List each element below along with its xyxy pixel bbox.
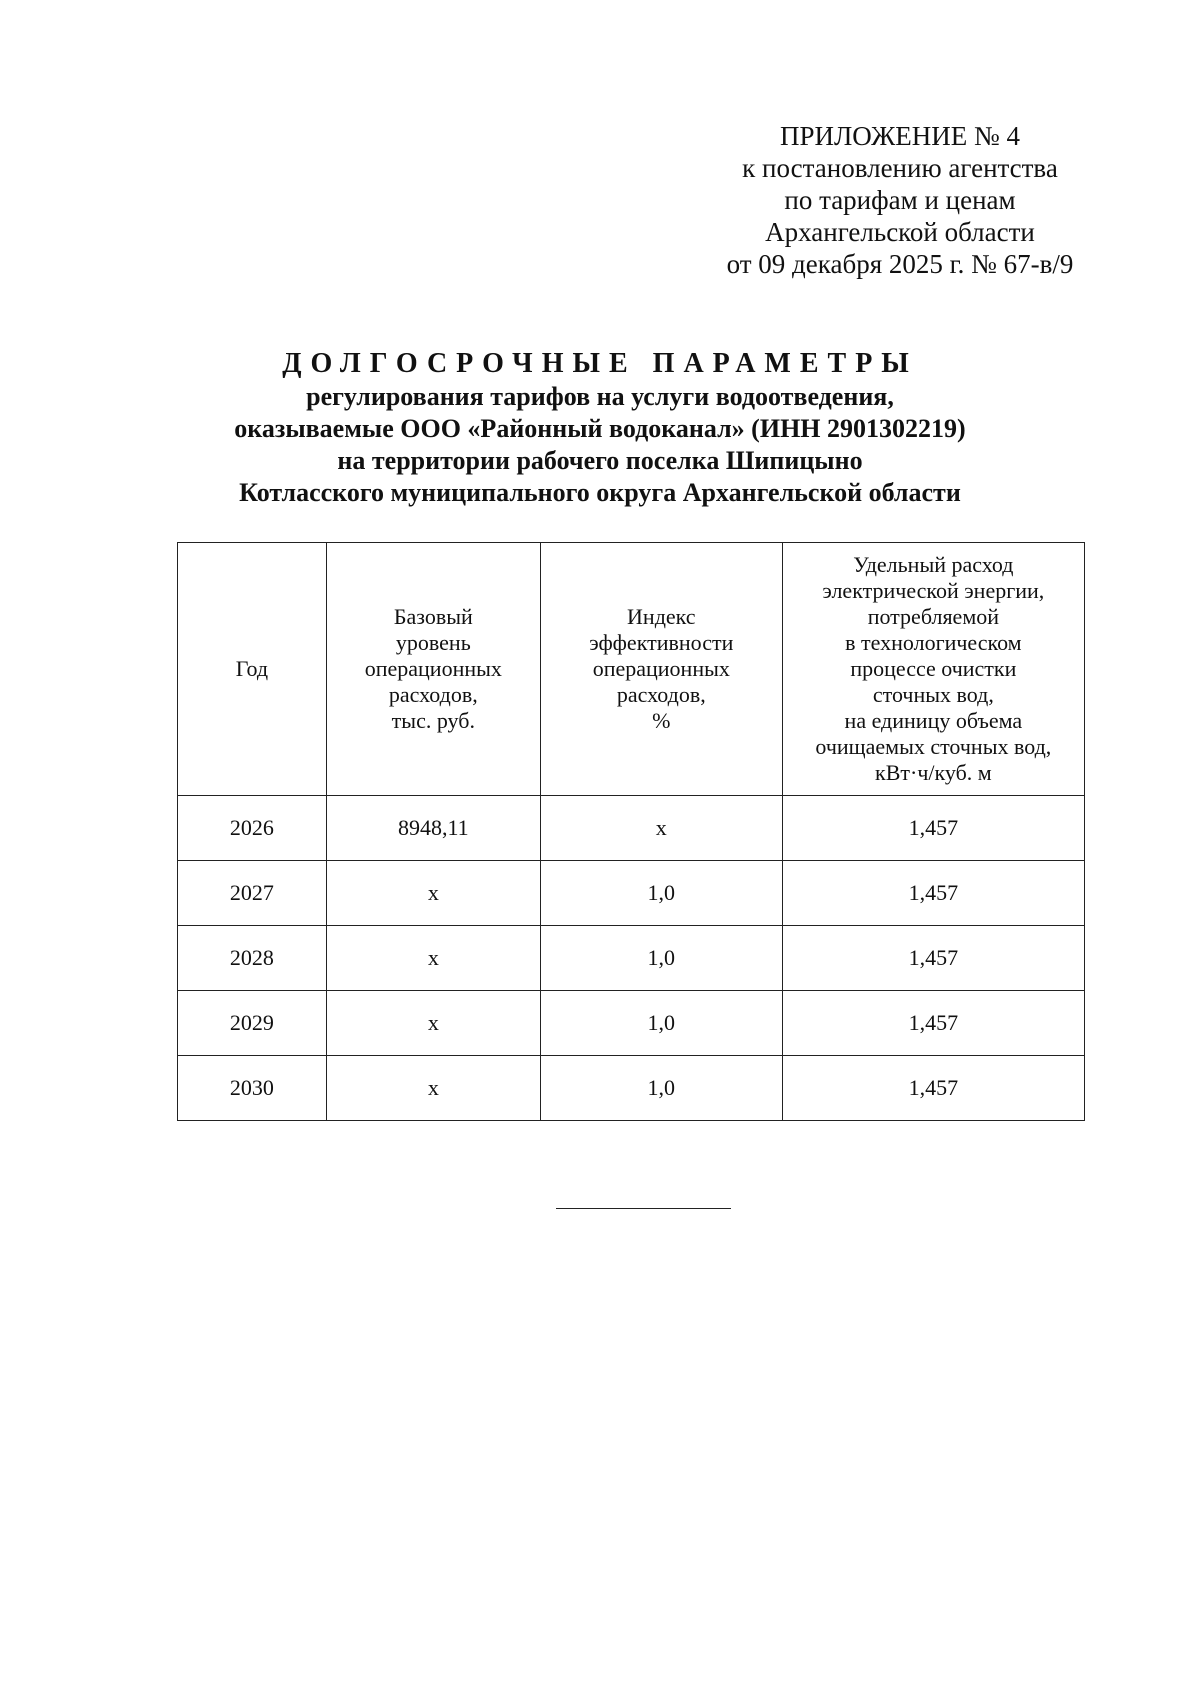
appendix-block — [700, 120, 1100, 280]
header-year: Год — [178, 543, 327, 796]
cell-energy-consumption: 1,457 — [782, 926, 1084, 991]
table-row — [178, 926, 1085, 991]
appendix-ref-line: по тарифам и ценам — [784, 185, 1016, 215]
cell-energy-consumption: 1,457 — [782, 861, 1084, 926]
cell-year: 2029 — [178, 991, 327, 1056]
cell-year: 2030 — [178, 1056, 327, 1121]
cell-base-level: x — [326, 861, 540, 926]
appendix-date: от 09 декабря 2025 г. № 67-в/9 — [726, 249, 1074, 279]
parameters-table — [177, 542, 1085, 1121]
table-row — [178, 861, 1085, 926]
cell-efficiency-index: x — [540, 796, 782, 861]
cell-base-level: 8948,11 — [326, 796, 540, 861]
document-subtitle-line: регулирования тарифов на услуги водоотведения, — [306, 382, 894, 411]
document-title-block — [150, 347, 1050, 509]
appendix-number: ПРИЛОЖЕНИЕ № 4 — [779, 121, 1021, 151]
appendix-ref-line: Архангельской области — [765, 217, 1035, 247]
cell-base-level: x — [326, 1056, 540, 1121]
cell-base-level: x — [326, 991, 540, 1056]
document-title: ДОЛГОСРОЧНЫЕ ПАРАМЕТРЫ — [282, 348, 918, 379]
header-energy-consumption: Удельный расход электрической энергии, потребляемой в технологическом процессе очистки сточных вод, на единицу объема очищаемых сточных вод, кВт·ч/куб. м — [782, 543, 1084, 796]
cell-base-level: x — [326, 926, 540, 991]
cell-year: 2026 — [178, 796, 327, 861]
appendix-ref-line: к постановлению агентства — [742, 153, 1058, 183]
header-efficiency-index: Индекс эффективности операционных расходов, % — [540, 543, 782, 796]
end-divider — [556, 1208, 731, 1209]
header-base-level: Базовый уровень операционных расходов, тыс. руб. — [326, 543, 540, 796]
cell-efficiency-index: 1,0 — [540, 861, 782, 926]
table-row — [178, 796, 1085, 861]
cell-efficiency-index: 1,0 — [540, 1056, 782, 1121]
cell-year: 2028 — [178, 926, 327, 991]
cell-year: 2027 — [178, 861, 327, 926]
table-header-row — [178, 543, 1085, 796]
cell-efficiency-index: 1,0 — [540, 991, 782, 1056]
table-row — [178, 1056, 1085, 1121]
cell-energy-consumption: 1,457 — [782, 991, 1084, 1056]
document-subtitle-line: оказываемые ООО «Районный водоканал» (ИНН 2901302219) — [234, 414, 966, 443]
document-subtitle-line: Котласского муниципального округа Архангельской области — [239, 478, 961, 507]
document-subtitle-line: на территории рабочего поселка Шипицыно — [337, 446, 863, 475]
cell-energy-consumption: 1,457 — [782, 796, 1084, 861]
table-row — [178, 991, 1085, 1056]
cell-efficiency-index: 1,0 — [540, 926, 782, 991]
cell-energy-consumption: 1,457 — [782, 1056, 1084, 1121]
